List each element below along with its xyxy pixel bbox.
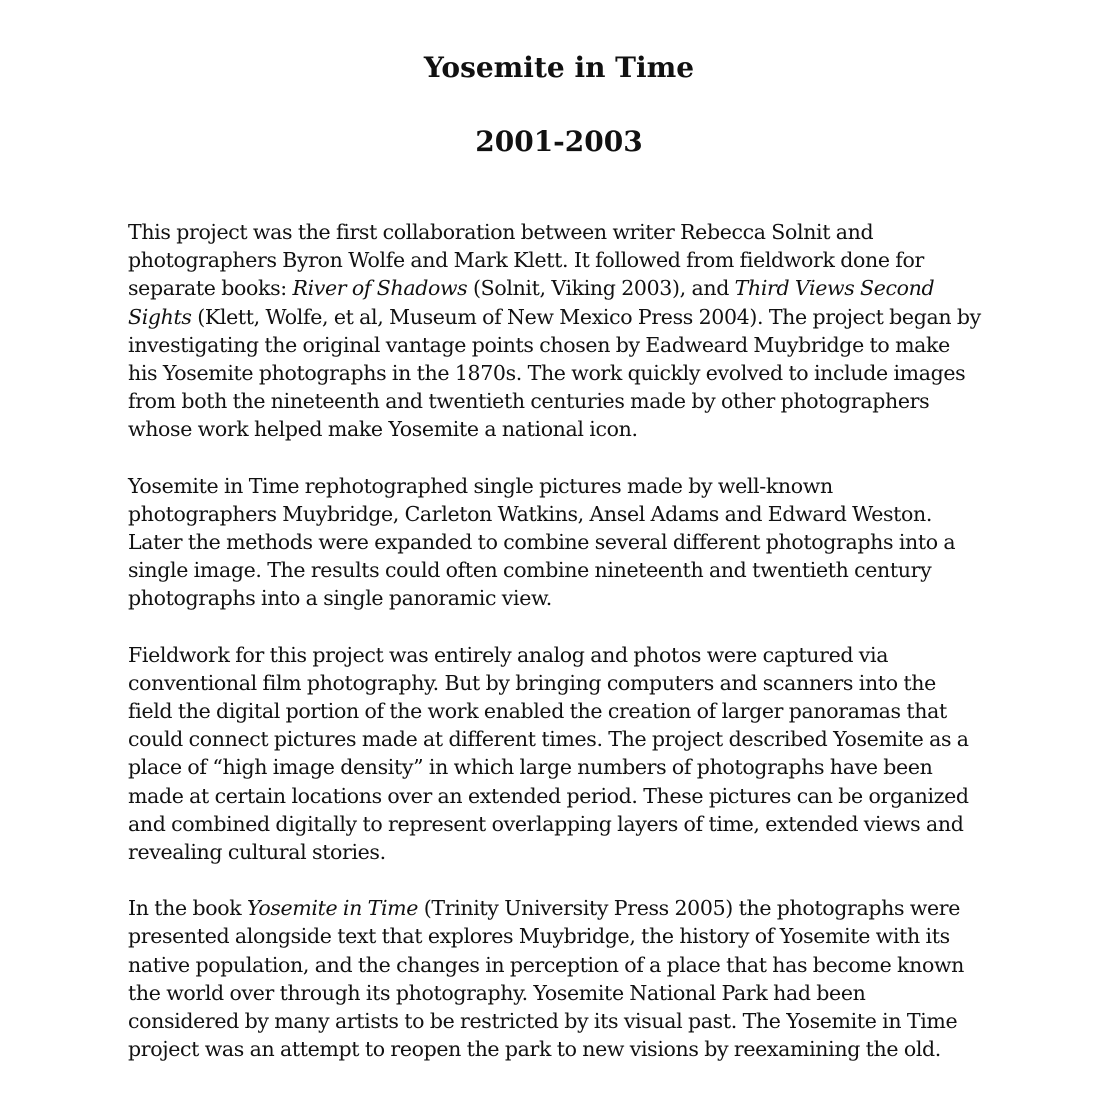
paragraph-line: conventional film photography. But by bringing computers and scanners into the bbox=[128, 670, 936, 695]
paragraph-line: field the digital portion of the work enabled the creation of larger panoramas that bbox=[128, 699, 947, 724]
text-run: (Trinity University Press 2005) the photographs were bbox=[418, 896, 961, 921]
paragraph-line: single image. The results could often combine nineteenth and twentieth century bbox=[128, 558, 932, 583]
date-range-heading: 2001-2003 bbox=[475, 125, 643, 158]
paragraph-line: whose work helped make Yosemite a national icon. bbox=[128, 417, 638, 442]
paragraph-line: made at certain locations over an extended period. These pictures can be organized bbox=[128, 783, 969, 808]
paragraph-line: revealing cultural stories. bbox=[128, 840, 386, 865]
paragraph-line: presented alongside text that explores Muybridge, the history of Yosemite with its bbox=[128, 924, 950, 949]
paragraph-line: Fieldwork for this project was entirely analog and photos were captured via bbox=[128, 642, 889, 667]
paragraph-line: from both the nineteenth and twentieth centuries made by other photographers bbox=[128, 389, 930, 414]
paragraph-line: considered by many artists to be restricted by its visual past. The Yosemite in Time bbox=[128, 1009, 958, 1034]
book-title-yosemite-in-time: Yosemite in Time bbox=[246, 896, 419, 921]
document-body bbox=[128, 218, 998, 1091]
text-run: (Solnit, Viking 2003), and bbox=[467, 276, 735, 301]
paragraph-line: place of “high image density” in which large numbers of photographs have been bbox=[128, 755, 933, 780]
text-run: separate books: bbox=[128, 276, 293, 301]
book-title-river-of-shadows: River of Shadows bbox=[292, 276, 468, 301]
paragraph-line: photographers Byron Wolfe and Mark Klett. It followed from fieldwork done for bbox=[128, 248, 924, 273]
paragraph-line: his Yosemite photographs in the 1870s. The work quickly evolved to include images bbox=[128, 361, 966, 386]
paragraph-3 bbox=[128, 641, 998, 867]
paragraph-line: investigating the original vantage points chosen by Eadweard Muybridge to make bbox=[128, 332, 950, 357]
paragraph-line: and combined digitally to represent overlapping layers of time, extended views and bbox=[128, 811, 964, 836]
paragraph-line bbox=[128, 894, 998, 922]
text-run: (Klett, Wolfe, et al, Museum of New Mexico Press 2004). The project began by bbox=[191, 304, 981, 329]
paragraph-line: This project was the first collaboration between writer Rebecca Solnit and bbox=[128, 220, 874, 244]
book-title-sights: Sights bbox=[128, 304, 192, 329]
paragraph-line: photographers Muybridge, Carleton Watkins, Ansel Adams and Edward Weston. bbox=[128, 501, 933, 526]
paragraph-line: project was an attempt to reopen the park to new visions by reexamining the old. bbox=[128, 1037, 941, 1062]
paragraph-line bbox=[128, 274, 998, 302]
paragraph-line: the world over through its photography. Yosemite National Park had been bbox=[128, 980, 866, 1005]
book-title-third-views: Third Views Second bbox=[734, 276, 935, 301]
text-run: In the book bbox=[128, 896, 247, 921]
paragraph-4 bbox=[128, 894, 998, 1063]
paragraph-line: could connect pictures made at different times. The project described Yosemite as a bbox=[128, 727, 969, 752]
paragraph-line: Yosemite in Time rephotographed single pictures made by well-known bbox=[128, 473, 833, 498]
paragraph-line: native population, and the changes in perception of a place that has become known bbox=[128, 952, 964, 977]
document-title: Yosemite in Time bbox=[423, 51, 695, 84]
paragraph-2 bbox=[128, 472, 998, 613]
paragraph-line: Later the methods were expanded to combine several different photographs into a bbox=[128, 530, 956, 555]
paragraph-line bbox=[128, 303, 998, 331]
paragraph-1 bbox=[128, 218, 998, 444]
paragraph-line: photographs into a single panoramic view. bbox=[128, 586, 552, 611]
